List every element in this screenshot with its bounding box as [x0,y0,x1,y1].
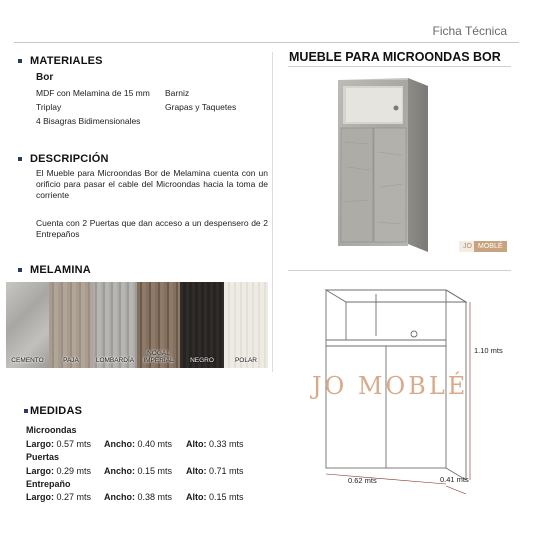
dimension-height: 1.10 mts [474,346,503,355]
largo-label: Largo: [26,492,54,502]
largo-label: Largo: [26,439,54,449]
column-divider [272,52,273,372]
descripcion-paragraph-2: Cuenta con 2 Puertas que dan acceso a un despensero de 2 Entrepaños [36,218,268,239]
cable-hole-icon [411,331,417,337]
swatch-label: NEGRO [190,357,214,364]
swatch-negro [180,282,224,368]
material-item: 4 Bisagras Bidimensionales [36,116,141,126]
melamina-title: MELAMINA [30,264,91,276]
dimension-width: 0.62 mts [348,476,377,485]
section-bullet-icon [18,59,22,63]
brand-logo-right: MOBLÉ [474,241,507,252]
descripcion-title: DESCRIPCIÓN [30,153,109,165]
brand-logo-left: JO [459,241,476,252]
swatch-polar [224,282,268,368]
product-photo [320,72,510,258]
medidas-group-name: Puertas [26,452,60,462]
medidas-row [26,439,91,449]
title-underline [288,66,511,67]
alto-value: 0.71 mts [209,466,244,476]
material-item: Triplay [36,102,62,112]
alto-value: 0.33 mts [209,439,244,449]
alto-label: Alto: [186,492,207,502]
medidas-row [104,492,172,502]
medidas-row [186,492,244,502]
document-header-title: Ficha Técnica [432,24,507,38]
material-item: MDF con Melamina de 15 mm [36,88,150,98]
medidas-row [186,466,244,476]
largo-value: 0.57 mts [56,439,92,449]
header-divider [14,42,519,43]
alto-value: 0.15 mts [209,492,244,502]
swatch-label: LOMBARDÍA [95,357,135,364]
ancho-label: Ancho: [104,439,135,449]
medidas-row [26,492,91,502]
medidas-row [104,466,172,476]
ancho-label: Ancho: [104,466,135,476]
alto-label: Alto: [186,466,207,476]
swatch-lombardia [93,282,137,368]
material-item: Grapas y Taquetes [165,102,237,112]
swatch-label: CEMENTO [11,357,44,364]
largo-value: 0.29 mts [56,466,92,476]
materiales-title: MATERIALES [30,55,103,67]
watermark: JO MOBLÉ [312,372,469,400]
section-divider [288,270,511,271]
ancho-value: 0.40 mts [137,439,173,449]
product-title: MUEBLE PARA MICROONDAS BOR [289,50,501,64]
swatch-cemento [6,282,49,368]
alto-label: Alto: [186,439,207,449]
swatch-label: PAJA [63,357,79,364]
material-item: Barniz [165,88,190,98]
medidas-group-name: Entrepaño [26,479,71,489]
swatch-label: NOGAL IMPERIAL [143,350,174,364]
medidas-row [186,439,244,449]
swatch-nogal-imperial [137,282,180,368]
swatch-label: POLAR [234,357,258,364]
section-bullet-icon [24,409,28,413]
medidas-row [104,439,172,449]
medidas-group-name: Microondas [26,425,77,435]
ancho-value: 0.15 mts [137,466,173,476]
cable-hole-icon [394,106,399,111]
swatch-paja [49,282,93,368]
medidas-row [26,466,91,476]
materiales-product-name: Bor [36,72,54,83]
section-bullet-icon [18,268,22,272]
descripcion-paragraph-1: El Mueble para Microondas Bor de Melamina cuenta con un orificio para pasar el cable del Microondas hacia la toma de corriente [36,168,268,200]
medidas-title: MEDIDAS [30,405,83,417]
ancho-value: 0.38 mts [137,492,173,502]
largo-label: Largo: [26,466,54,476]
ancho-label: Ancho: [104,492,135,502]
dimension-depth: 0.41 mts [440,475,469,484]
largo-value: 0.27 mts [56,492,92,502]
section-bullet-icon [18,157,22,161]
